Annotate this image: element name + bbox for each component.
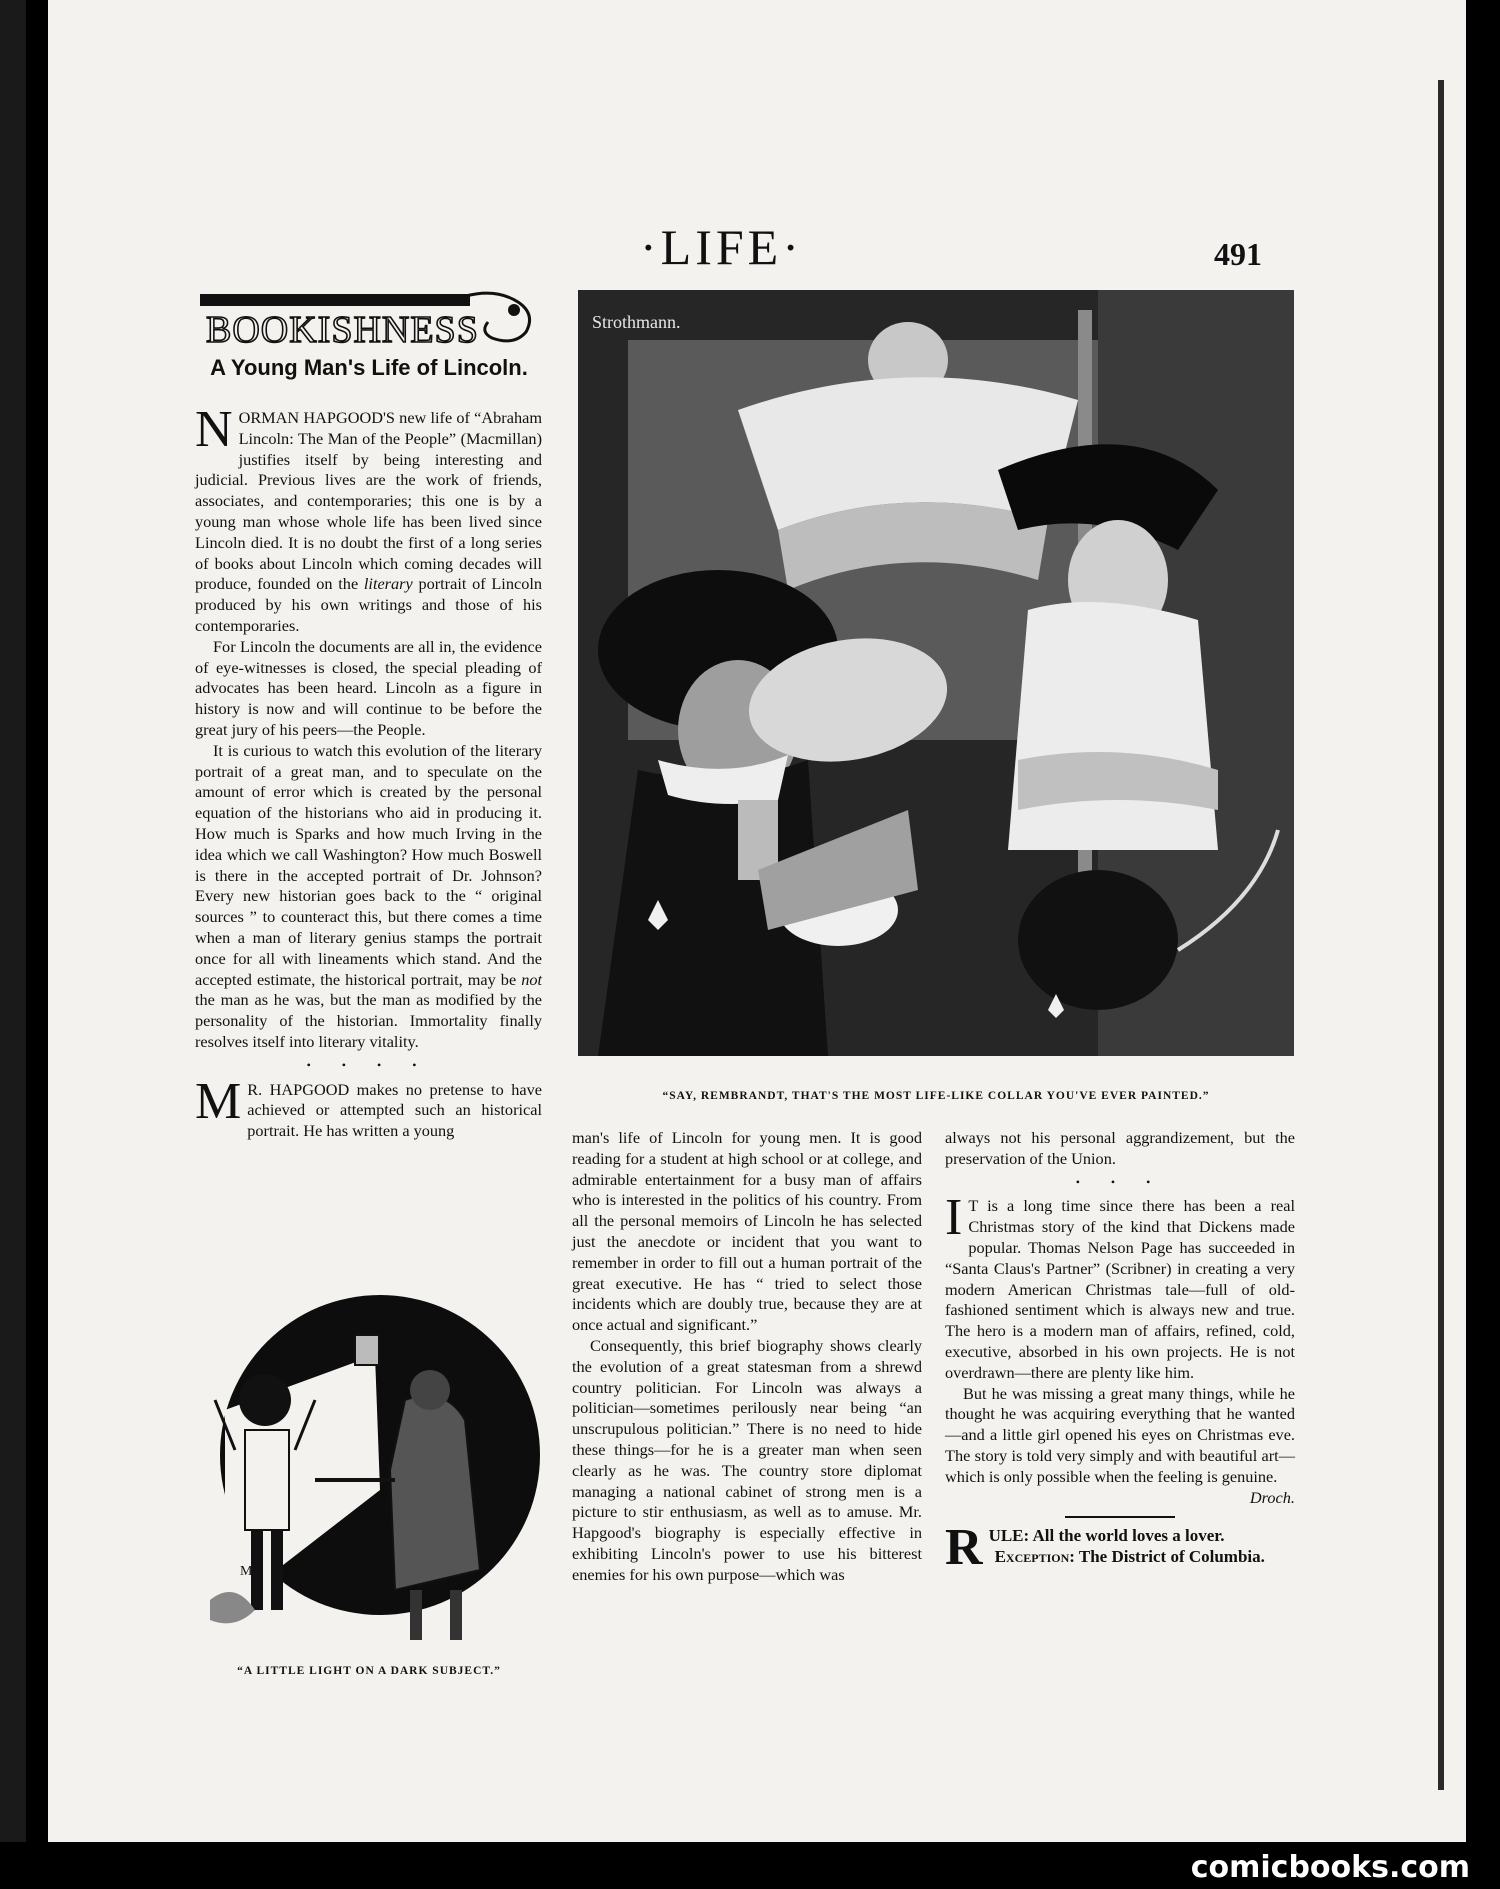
drop-cap: N xyxy=(195,401,233,458)
banner-text: BOOKISHNESS xyxy=(206,309,479,351)
small-illustration xyxy=(205,1290,540,1650)
section-dots: • • • xyxy=(1075,1174,1165,1189)
column-3 xyxy=(945,1128,1295,1577)
artist-signature: Strothmann. xyxy=(592,312,681,332)
paragraph: RULE: All the world loves a lover. Exception: The District of Columbia. xyxy=(945,1519,1265,1577)
page-number: 491 xyxy=(1214,236,1262,272)
paragraph: It is curious to watch this evolution of the literary portrait of a great man, and to speculate on the amount of error which is created by the personal equation of the historians who aid in producing it. How much is Sparks and how much Irving in the idea which we call Washington? How much Boswell is there in the accepted portrait of Dr. Johnson? Every new historian goes back to the “ original sources ” to counteract this, but there comes a time when a man of literary genius stamps the portrait once for all with lineaments which stand. And the accepted estimate, the historical portrait, may be not the man as he was, but the man as modified by the personality of the historian. Immortality finally resolves itself into literary vitality. xyxy=(195,740,542,1051)
right-page-edge xyxy=(1438,80,1444,1790)
drop-cap: R xyxy=(945,1519,983,1577)
section-dots: • • • • xyxy=(306,1057,431,1072)
small-illustration-caption: “A LITTLE LIGHT ON A DARK SUBJECT.” xyxy=(237,1665,501,1677)
paragraph: I T is a long time since there has been a real Christmas story of the kind that Dickens made popular. Thomas Nelson Page has succeeded in “Santa Claus's Partner” (Scribner) in creating a very modern American Christmas tale—full of old-fashioned sentiment which is always new and true. The hero is a modern man of affairs, refined, cold, executive, absorbed in his own projects. He is not overdrawn—there are plenty like him. xyxy=(945,1189,1295,1382)
article-title: A Young Man's Life of Lincoln. xyxy=(210,355,528,380)
column-1 xyxy=(195,401,542,1142)
paragraph: M R. HAPGOOD makes no pretense to have achieved or attempted such an historical portrait. He has written a young xyxy=(195,1072,542,1141)
masthead: ·LIFE· xyxy=(640,219,803,275)
drop-cap: M xyxy=(195,1072,242,1130)
paragraph: For Lincoln the documents are all in, the evidence of eye-witnesses is closed, the special pleading of advocates has been heard. Lincoln as a figure in history is now and will continue to be before the great jury of his peers—the People. xyxy=(195,636,542,739)
paragraph: Consequently, this brief biography shows clearly the evolution of a great statesman from a shrewd country politician. For Lincoln was always a politician—sometimes perilously near being “an unscrupulous politician.” There is no need to hide these things—for he is a greater man when seen clearly as he was. The country store diplomat managing a national cabinet of strong men is a picture to stir enthusiasm, as well as to amuse. Mr. Hapgood's biography is especially effective in exhibiting Lincoln's power to use his bitterest enemies for his own purpose—which was xyxy=(572,1335,922,1584)
artist-monogram: MH xyxy=(240,1564,263,1579)
paragraph: always not his personal aggrandizement, but the preservation of the Union. xyxy=(945,1128,1295,1168)
paragraph: man's life of Lincoln for young men. It is good reading for a student at high school or at college, and admirable entertainment for a busy man of affairs who is interested in the politics of his country. From all the personal memoirs of Lincoln he has selected just the anecdote or incident that you want to remember in order to fill out a human portrait of the great executive. He has “ tried to select those incidents which are doubly true, because they are at once actual and significant.” xyxy=(572,1128,922,1335)
watermark: comicbooks.com xyxy=(1190,1850,1470,1885)
author-signature: Droch. xyxy=(1249,1487,1295,1507)
drop-cap: I xyxy=(945,1189,963,1247)
paragraph: NORMAN HAPGOOD'S new life of “Abraham Lincoln: The Man of the People” (Macmillan) justifies itself by being interesting and judicial. Previous lives are the work of friends, associates, and contemporaries; this one is by a young man whose whole life has been lived since Lincoln died. It is no doubt the first of a long series of books about Lincoln which coming decades will produce, founded on the literary portrait of Lincoln produced by his own writings and those of his contemporaries. xyxy=(195,401,542,635)
section-banner xyxy=(196,288,542,352)
paragraph: But he was missing a great many things, while he thought he was acquiring everything that he wanted—and a little girl opened his eyes on Christmas eve. The story is told very simply and with beautiful art—which is only possible when the feeling is genuine. Droch. xyxy=(945,1383,1295,1507)
main-illustration xyxy=(578,290,1294,1056)
column-2 xyxy=(572,1128,922,1586)
divider-rule xyxy=(1065,1516,1175,1518)
rembrandt-drawing xyxy=(578,290,1294,1056)
main-illustration-caption: “SAY, REMBRANDT, THAT'S THE MOST LIFE-LIKE COLLAR YOU'VE EVER PAINTED.” xyxy=(662,1090,1210,1102)
left-page-edge xyxy=(0,0,26,1889)
